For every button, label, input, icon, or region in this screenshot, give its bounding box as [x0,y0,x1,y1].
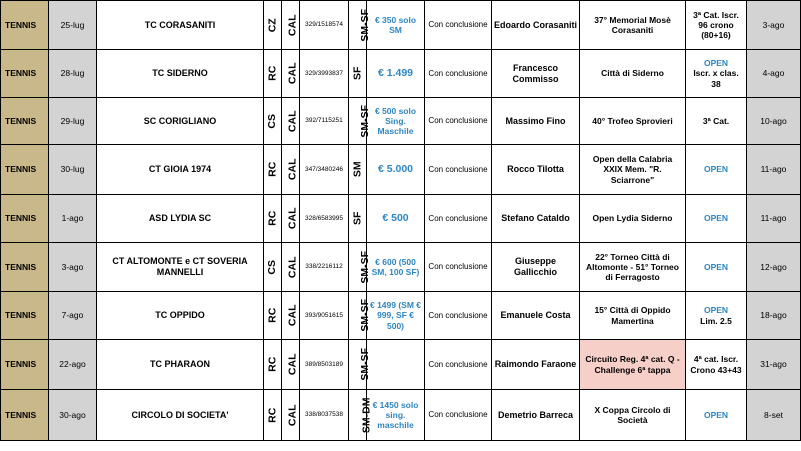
table-row [1,1,801,50]
phone-cell: 329/1518574 [300,1,349,50]
end-date-cell: 31-ago [747,340,801,390]
region-cell-text: CAL [286,158,299,181]
category-text: Iscr. x clas. 38 [693,68,739,89]
phone-cell: 329/3993837 [300,50,349,98]
sport-cell: TENNIS [1,340,49,390]
prize-cell: € 1.499 [367,50,425,98]
draw-type-cell [349,50,367,98]
draw-type-cell [349,98,372,145]
sport-cell: TENNIS [1,1,49,50]
draw-type-cell [349,243,372,292]
category-text: 3ª Cat. Iscr. 96 crono (80+16) [693,9,739,41]
draw-type-cell-text: SF [351,211,364,226]
region-cell [282,243,300,292]
start-date-cell: 7-ago [49,292,97,340]
province-cell [264,98,282,145]
event-name-cell: 22° Torneo Città di Altomonte - 51° Torneo di Ferragosto [580,243,686,292]
prize-cell [367,340,425,390]
prize-cell: € 500 [367,195,425,243]
start-date-cell: 30-ago [49,390,97,441]
province-cell-text: RC [266,407,279,423]
prize-cell: € 1450 solo sing. maschile [367,390,425,441]
table-row [1,98,801,145]
table-row [1,390,801,441]
draw-type-cell-text: SM-DM [360,397,373,433]
province-cell-text: CS [266,259,279,275]
region-cell-text: CAL [286,14,299,36]
region-cell [282,292,300,340]
province-cell [264,243,282,292]
table-row [1,340,801,390]
table-row [1,195,801,243]
open-label: OPEN [703,409,729,420]
start-date-cell: 30-lug [49,145,97,195]
table-row [1,145,801,195]
category-cell [686,195,747,243]
referee-cell: Demetrio Barreca [492,390,580,441]
region-cell-text: CAL [286,207,299,230]
region-cell-text: CAL [286,304,299,327]
conclusion-cell: Con conclusione [425,243,492,292]
open-label: OPEN [703,58,729,69]
referee-cell: Giuseppe Gallicchio [492,243,580,292]
province-cell-text: RC [266,65,279,82]
end-date-cell: 10-ago [747,98,801,145]
province-cell [264,145,282,195]
province-cell [264,50,282,98]
conclusion-cell: Con conclusione [425,1,492,50]
open-label: OPEN [703,164,729,175]
sport-cell: TENNIS [1,195,49,243]
category-cell [686,145,747,195]
start-date-cell: 28-lug [49,50,97,98]
open-label: OPEN [703,261,729,272]
province-cell-text: CS [266,113,279,129]
sport-cell: TENNIS [1,243,49,292]
event-name-cell: Open Lydia Siderno [580,195,686,243]
region-cell-text: CAL [286,256,299,278]
sport-cell: TENNIS [1,50,49,98]
region-cell [282,195,300,243]
start-date-cell: 25-lug [49,1,97,50]
province-cell-text: RC [266,307,279,324]
draw-type-cell [349,195,367,243]
draw-type-cell-text: SM-SF [359,104,372,138]
referee-cell: Francesco Commisso [492,50,580,98]
category-cell [686,243,747,292]
start-date-cell: 1-ago [49,195,97,243]
draw-type-cell [349,340,372,390]
referee-cell: Massimo Fino [492,98,580,145]
table-row [1,292,801,340]
event-name-cell: Circuito Reg. 4ª cat. Q - Challenge 6ª tappa [580,340,686,390]
province-cell [264,390,282,441]
start-date-cell: 29-lug [49,98,97,145]
end-date-cell: 11-ago [747,145,801,195]
draw-type-cell [349,390,373,441]
event-name-cell: Open della Calabria XXIX Mem. "R. Sciarrone" [580,145,686,195]
club-cell: SC CORIGLIANO [97,98,264,145]
open-label: OPEN [703,213,729,224]
prize-cell: € 5.000 [367,145,425,195]
category-cell [686,292,747,340]
club-cell: TC SIDERNO [97,50,264,98]
phone-cell: 338/2216112 [300,243,349,292]
prize-cell: € 1499 (SM € 999, SF € 500) [367,292,425,340]
draw-type-cell [349,292,372,340]
category-cell [686,50,747,98]
referee-cell: Edoardo Corasaniti [492,1,580,50]
phone-cell: 389/8503189 [300,340,349,390]
club-cell: TC OPPIDO [97,292,264,340]
draw-type-cell-text: SM-SF [359,8,372,42]
province-cell-text: RC [266,356,279,373]
referee-cell: Rocco Tilotta [492,145,580,195]
region-cell [282,390,300,441]
province-cell-text: RC [266,210,279,227]
end-date-cell: 18-ago [747,292,801,340]
draw-type-cell-text: SM [351,161,364,178]
end-date-cell: 12-ago [747,243,801,292]
referee-cell: Stefano Cataldo [492,195,580,243]
category-cell [686,1,747,50]
club-cell: CT ALTOMONTE e CT SOVERIA MANNELLI [97,243,264,292]
region-cell [282,1,300,50]
category-cell [686,390,747,441]
category-cell [686,340,747,390]
sport-cell: TENNIS [1,292,49,340]
region-cell [282,50,300,98]
referee-cell: Raimondo Faraone [492,340,580,390]
event-name-cell: Città di Siderno [580,50,686,98]
draw-type-cell-text: SM-SF [359,299,372,332]
table-row [1,50,801,98]
sport-cell: TENNIS [1,145,49,195]
prize-cell: € 600 (500 SM, 100 SF) [367,243,425,292]
draw-type-cell-text: SF [351,66,364,81]
phone-cell: 392/7115251 [300,98,349,145]
end-date-cell: 11-ago [747,195,801,243]
province-cell [264,292,282,340]
club-cell: TC CORASANITI [97,1,264,50]
referee-cell: Emanuele Costa [492,292,580,340]
region-cell-text: CAL [286,110,299,132]
conclusion-cell: Con conclusione [425,340,492,390]
conclusion-cell: Con conclusione [425,195,492,243]
conclusion-cell: Con conclusione [425,98,492,145]
table-row [1,243,801,292]
club-cell: ASD LYDIA SC [97,195,264,243]
province-cell [264,340,282,390]
event-name-cell: 37° Memorial Mosè Corasaniti [580,1,686,50]
category-cell [686,98,747,145]
prize-cell: € 500 solo Sing. Maschile [367,98,425,145]
conclusion-cell: Con conclusione [425,390,492,441]
club-cell: TC PHARAON [97,340,264,390]
conclusion-cell: Con conclusione [425,50,492,98]
open-label: OPEN [703,305,729,316]
phone-cell: 347/3480246 [300,145,349,195]
draw-type-cell-text: SM-SF [359,348,372,381]
start-date-cell: 3-ago [49,243,97,292]
draw-type-cell [349,145,367,195]
phone-cell: 328/6583995 [300,195,349,243]
category-text: Lim. 2.5 [700,315,732,326]
event-name-cell: X Coppa Circolo di Società [580,390,686,441]
sport-cell: TENNIS [1,390,49,441]
draw-type-cell-text: SM-SF [359,250,372,284]
end-date-cell: 3-ago [747,1,801,50]
club-cell: CIRCOLO DI SOCIETA' [97,390,264,441]
phone-cell: 393/9051615 [300,292,349,340]
prize-cell: € 350 solo SM [367,1,425,50]
draw-type-cell [349,1,372,50]
category-text: 3ª Cat. [702,115,730,126]
end-date-cell: 4-ago [747,50,801,98]
province-cell [264,1,282,50]
region-cell-text: CAL [286,353,299,376]
region-cell-text: CAL [286,404,299,426]
event-name-cell: 40° Trofeo Sprovieri [580,98,686,145]
start-date-cell: 22-ago [49,340,97,390]
conclusion-cell: Con conclusione [425,292,492,340]
sport-cell: TENNIS [1,98,49,145]
conclusion-cell: Con conclusione [425,145,492,195]
province-cell-text: CZ [266,18,279,32]
event-name-cell: 15° Città di Oppido Mamertina [580,292,686,340]
province-cell-text: RC [266,161,279,178]
club-cell: CT GIOIA 1974 [97,145,264,195]
region-cell-text: CAL [286,62,299,85]
region-cell [282,340,300,390]
province-cell [264,195,282,243]
phone-cell: 338/8037538 [300,390,349,441]
region-cell [282,98,300,145]
region-cell [282,145,300,195]
category-text: 4ª cat. Iscr. Crono 43+43 [690,354,742,375]
end-date-cell: 8-set [747,390,801,441]
